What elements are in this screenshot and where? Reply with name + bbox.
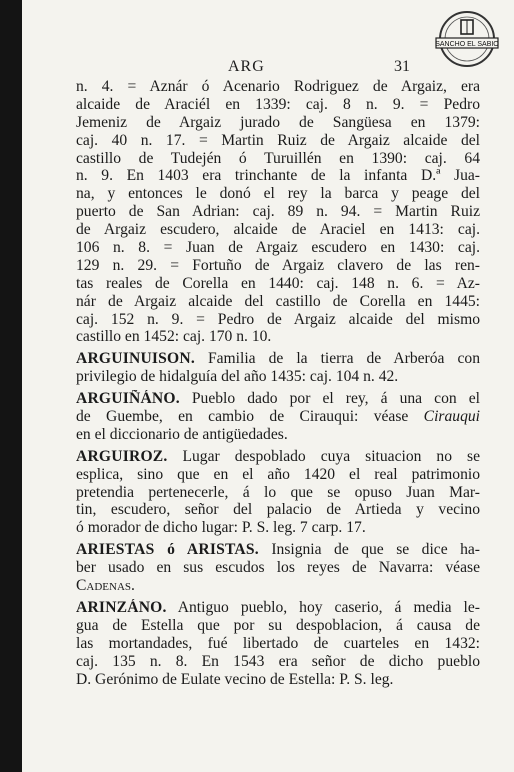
text-line [76,311,480,329]
text-line [76,78,480,96]
entry-first-line [76,390,480,408]
stamp-text: SANCHO EL SABIO [435,41,499,48]
text-line [76,617,480,635]
line-text: puerto de San Adrian: caj. 89 n. 94. = Martin Ruiz [76,203,480,221]
line-text: gua de Estella que por su despoblacion, á causa de [76,616,480,634]
text-line [76,275,480,293]
line-text: Jemeniz de Argaiz jurado de Sangüesa en 1379: [76,113,480,131]
text-line [76,519,480,537]
line-text: esplica, sino que en el año 1420 el real patrimonio [76,465,480,483]
cross-reference: Cirauqui [423,408,480,426]
text-line [76,466,480,484]
line-text: en el diccionario de antigüedades. [76,425,288,443]
line-text: caj. 135 n. 8. En 1543 era señor de dicho pueblo [76,652,480,670]
text-line [76,653,480,671]
line-text: caj. 40 n. 17. = Martin Ruiz de Argaiz alcaide del [76,131,480,149]
line-text: privilegio de hidalguía del año 1435: caj. 104 n. 42. [76,368,399,386]
line-text: D. Gerónimo de Eulate vecino de Estella: P. S. leg. [76,670,394,688]
line-text: alcaide de Araciél en 1339: caj. 8 n. 9. = Pedro [76,95,480,113]
line-text: 129 n. 29. = Fortuño de Argaiz clavero de las ren- [76,256,480,274]
line-text: Insignia de que se dice ha- [258,541,480,559]
line-text: de Argaiz escudero, alcaide de Araciel en 1413: caj. [76,221,480,239]
text-line [76,671,480,689]
line-text: ber usado en sus escudos los reyes de Navarra: véase [76,559,480,577]
entry-headword: ARINZÁNO. [76,598,167,616]
line-text: tas reales de Corella en 1440: caj. 148 n. 6. = Az- [76,274,480,292]
page-number: 31 [394,58,410,75]
entry-first-line [76,599,480,617]
text-line [76,293,480,311]
text-line [76,167,480,185]
text-line [76,150,480,168]
text-line [76,221,480,239]
line-text: Antiguo pueblo, hoy caserio, á media le- [166,598,480,616]
line-text: de Guembe, en cambio de Cirauqui: véase [76,408,424,426]
line-text: Pueblo dado por el rey, á una con el [179,390,480,408]
line-text: Lugar despoblado cuya situacion no se [167,447,480,465]
text-line [76,577,480,595]
entry-headword: ARGUINUISON. [76,350,195,368]
line-text: tin, escudero, señor del palacio de Artieda y vecino [76,501,480,519]
text-line [76,408,480,426]
text-line [76,426,480,444]
line-text: na, y entonces le donó el rey la barca y peage del [76,185,480,203]
text-line [76,257,480,275]
cross-reference: Cadenas. [76,577,135,595]
text-line [76,185,480,203]
line-text: n. 4. = Aznár ó Acenario Rodriguez de Argaiz, era [76,78,480,95]
entry-headword: ARGUIROZ. [76,447,168,465]
entry-first-line [76,448,480,466]
book-page [22,0,514,772]
text-line [76,368,480,386]
text-line [76,239,480,257]
line-text: Familia de la tierra de Arberóa con [194,350,480,368]
text-line [76,203,480,221]
line-text: n. 9. En 1403 era trinchante de la infanta D.ª Jua- [76,167,480,185]
entry-headword: ARIESTAS ó ARISTAS. [76,541,259,559]
text-line [76,114,480,132]
running-head: ARG [228,58,265,75]
line-text: pretendia pertenecerle, á lo que se opuso Juan Mar- [76,483,480,501]
text-line [76,328,480,346]
dictionary-text [76,78,480,688]
line-text: nár de Argaiz alcaide del castillo de Corella en 1445: [76,292,480,310]
text-line [76,96,480,114]
line-text: 106 n. 8. = Juan de Argaiz escudero en 1430: caj. [76,239,480,257]
entry-first-line [76,350,480,368]
line-text: castillo de Tudején ó Turuillén en 1390: caj. 64 [76,149,480,167]
text-line [76,132,480,150]
entry-first-line [76,541,480,559]
text-line [76,559,480,577]
line-text: caj. 152 n. 9. = Pedro de Argaiz alcaide del mismo [76,310,480,328]
text-line [76,484,480,502]
line-text: las mortandades, fué libertado de cuarteles en 1432: [76,634,480,652]
library-stamp [430,8,504,70]
line-text: ó morador de dicho lugar: P. S. leg. 7 carp. 17. [76,519,366,537]
text-line [76,635,480,653]
line-text: castillo en 1452: caj. 170 n. 10. [76,328,272,346]
text-line [76,501,480,519]
entry-headword: ARGUIÑÁNO. [76,390,180,408]
